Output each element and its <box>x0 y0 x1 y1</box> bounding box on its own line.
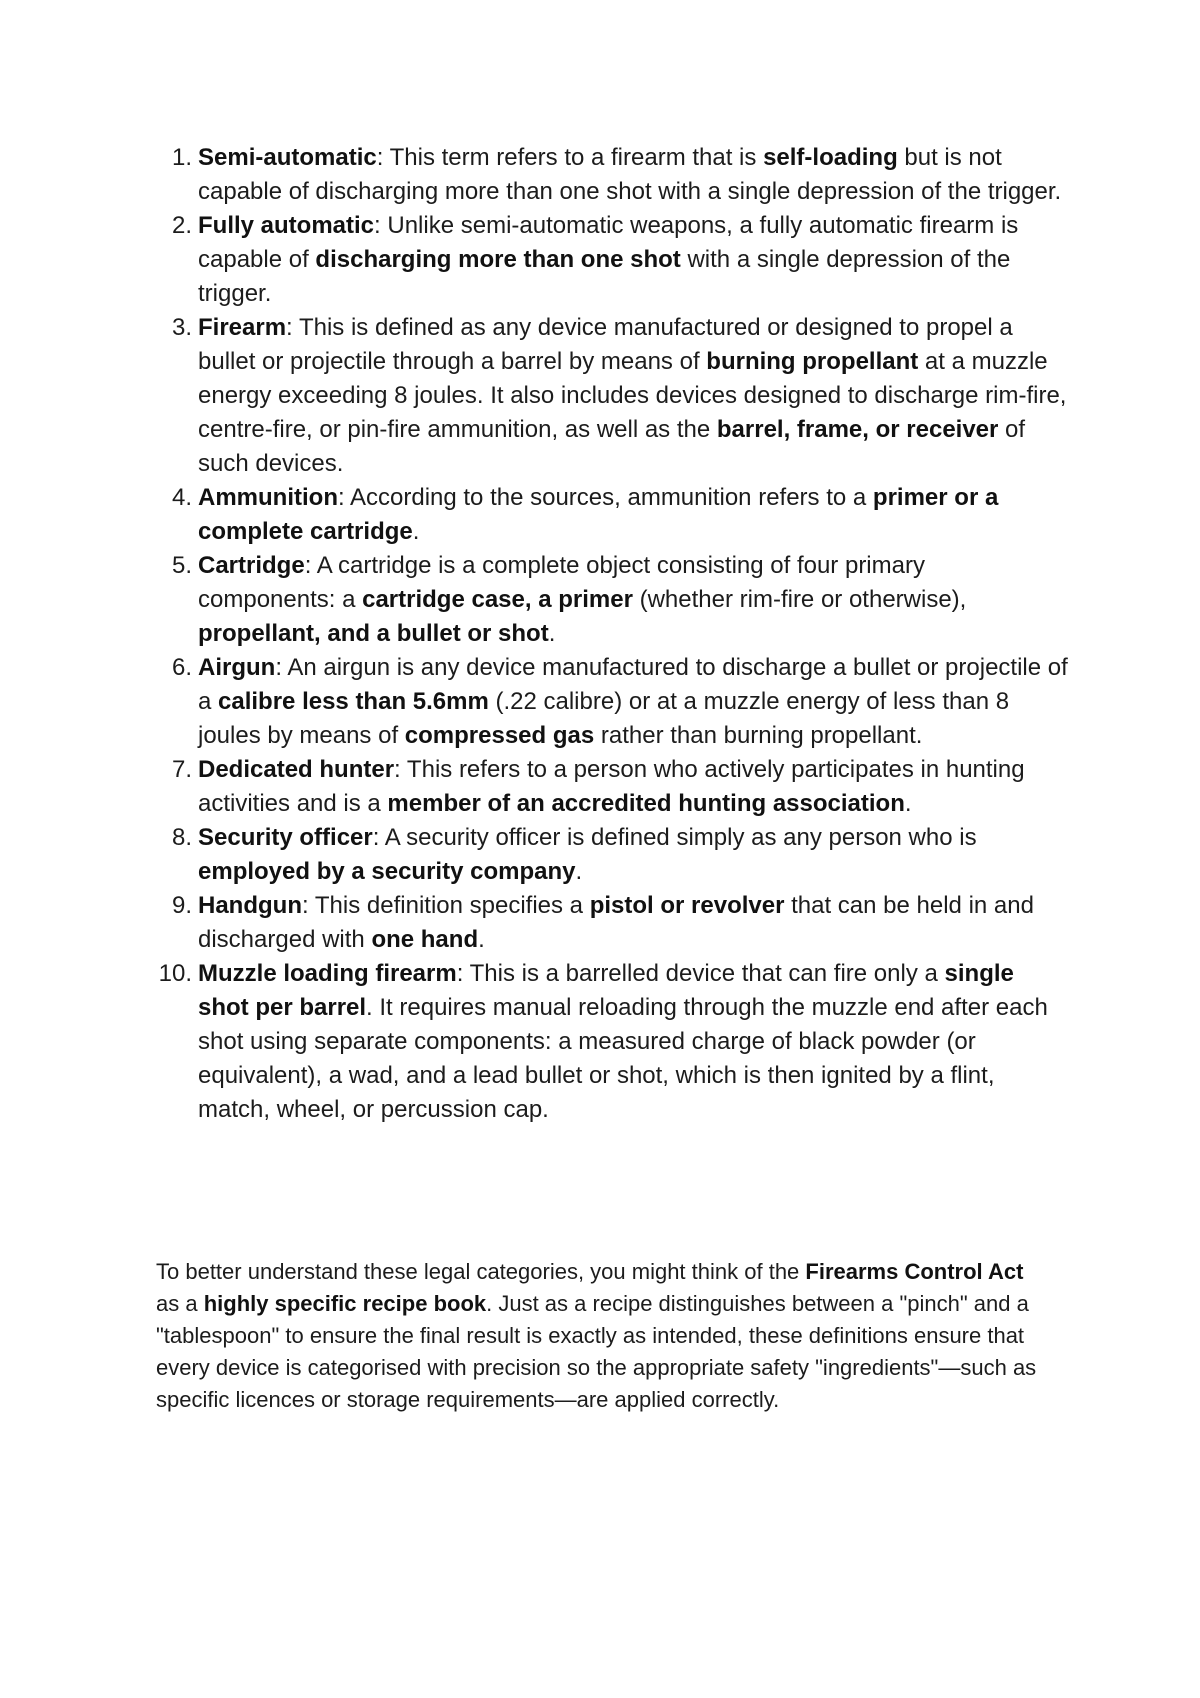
text: : Unlike semi-automatic weapons, a fully automatic firearm is capable of <box>198 212 1019 273</box>
definition-item <box>171 753 1068 821</box>
text: as a <box>156 1291 204 1316</box>
text: : According to the sources, ammunition refers to a <box>337 484 873 511</box>
definition-item <box>171 889 1068 957</box>
definition-item <box>171 549 1068 651</box>
text: (.22 calibre) or at a muzzle energy of less than 8 joules by means of <box>198 688 1010 749</box>
bold-text: Muzzle loading firearm <box>198 960 457 987</box>
definition-item <box>158 957 1068 1127</box>
text: that can be held in and discharged with <box>198 892 1034 953</box>
bold-text: member of an accredited hunting association <box>387 790 905 817</box>
list-number: 9. <box>171 892 192 919</box>
text: To better understand these legal categories, you might think of the <box>156 1259 806 1284</box>
bold-text: Security officer <box>198 824 373 851</box>
bold-text: Handgun <box>198 892 302 919</box>
list-number: 6. <box>171 654 192 681</box>
bold-text: self-loading <box>763 144 898 171</box>
bold-text: pistol or revolver <box>589 892 785 919</box>
text: : An airgun is any device manufactured to discharge a bullet or projectile of a <box>198 654 1068 715</box>
definitions-list <box>158 141 1068 1127</box>
text: . <box>548 620 556 647</box>
bold-text: single shot per barrel <box>198 960 1014 1021</box>
bold-text: Cartridge <box>198 552 305 579</box>
text: : A security officer is defined simply as any person who is <box>372 824 977 851</box>
bold-text: one hand <box>371 926 479 953</box>
bold-text: Airgun <box>198 654 276 681</box>
list-number: 3. <box>171 314 192 341</box>
definition-item <box>171 821 1068 889</box>
bold-text: barrel, frame, or receiver <box>716 416 999 443</box>
text: rather than burning propellant. <box>594 722 923 749</box>
bold-text: Fully automatic <box>198 212 375 239</box>
definition-item <box>171 651 1068 753</box>
bold-text: calibre less than 5.6mm <box>218 688 489 715</box>
text: . <box>478 926 485 953</box>
definition-item <box>171 481 1068 549</box>
definition-item <box>171 209 1068 311</box>
bold-text: Dedicated hunter <box>198 756 395 783</box>
text: . Just as a recipe distinguishes between a "pinch" and a "tablespoon" to ensure the final result is exactly as intended, these definitions ensure that every device is categorised with precision so the appropriate safety "ingredients"—such as specific licences or storage requirements—are applied correctly. <box>156 1291 1037 1412</box>
list-number: 8. <box>171 824 192 851</box>
text: : This refers to a person who actively participates in hunting activities and is a <box>198 756 1025 817</box>
list-number: 7. <box>171 756 192 783</box>
bold-text: burning propellant <box>706 348 919 375</box>
list-number: 10. <box>158 960 192 987</box>
bold-text: compressed gas <box>404 722 595 749</box>
list-number: 5. <box>171 552 192 579</box>
list-number: 1. <box>171 144 192 171</box>
definition-item <box>171 311 1068 481</box>
definition-item <box>171 141 1068 209</box>
summary-paragraph <box>156 1256 1046 1416</box>
bold-text: cartridge case, a primer <box>362 586 633 613</box>
bold-text: highly specific recipe book <box>203 1291 487 1316</box>
text: with a single depression of the trigger. <box>198 246 1011 307</box>
text: at a muzzle energy exceeding 8 joules. It also includes devices designed to discharge rim-fire, centre-fire, or pin-fire ammunition, as well as the <box>198 348 1067 443</box>
bold-text: Firearms Control Act <box>805 1259 1024 1284</box>
text: but is not capable of discharging more than one shot with a single depression of the trigger. <box>198 144 1062 205</box>
list-number: 4. <box>171 484 192 511</box>
bold-text: employed by a security company <box>198 858 576 885</box>
text: . <box>412 518 420 545</box>
bold-text: propellant, and a bullet or shot <box>198 620 549 647</box>
text: : This is defined as any device manufactured or designed to propel a bullet or projectile through a barrel by means of <box>198 314 1013 375</box>
text: . It requires manual reloading through the muzzle end after each shot using separate components: a measured charge of black powder (or equivalent), a wad, and a lead bullet or shot, which is then ignited by a flint, match, wheel, or percussion cap. <box>198 994 1048 1123</box>
text: : This term refers to a firearm that is <box>376 144 764 171</box>
text: . <box>904 790 912 817</box>
text: : A cartridge is a complete object consisting of four primary components: a <box>198 552 925 613</box>
text: : This is a barrelled device that can fire only a <box>456 960 945 987</box>
bold-text: Semi-automatic <box>198 144 377 171</box>
bold-text: primer or a complete cartridge <box>198 484 999 545</box>
bold-text: discharging more than one shot <box>315 246 681 273</box>
text: (whether rim-fire or otherwise), <box>632 586 967 613</box>
text: . <box>575 858 583 885</box>
bold-text: Firearm <box>198 314 287 341</box>
bold-text: Ammunition <box>198 484 338 511</box>
list-number: 2. <box>171 212 192 239</box>
text: : This definition specifies a <box>301 892 590 919</box>
text: of such devices. <box>198 416 1026 477</box>
